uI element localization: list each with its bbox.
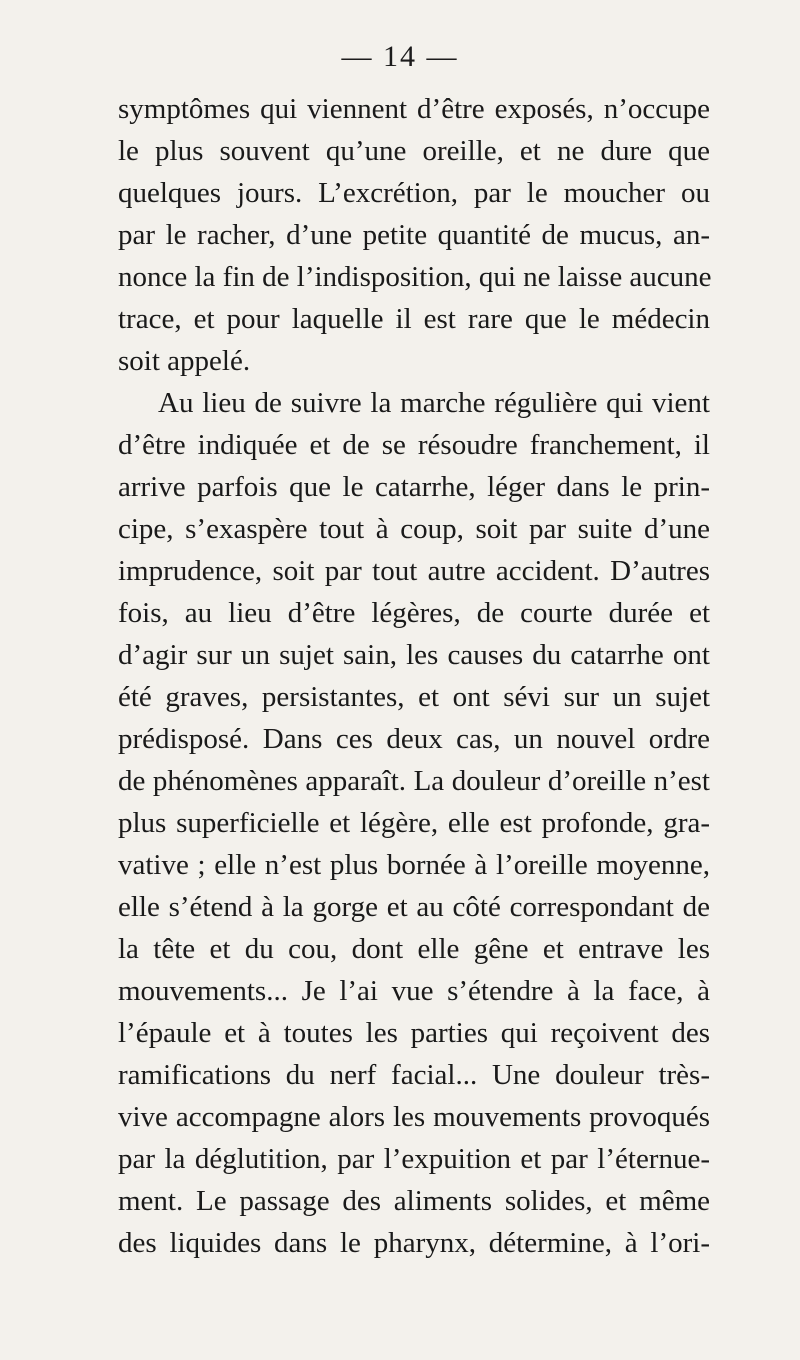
text-line: la tête et du cou, dont elle gêne et entrave les <box>118 933 710 965</box>
text-line: d’agir sur un sujet sain, les causes du catarrhe ont <box>118 639 710 671</box>
text-line: ment. Le passage des aliments solides, et même <box>118 1185 710 1217</box>
text-line: mouvements... Je l’ai vue s’étendre à la face, à <box>118 975 710 1007</box>
text-line: par la déglutition, par l’expuition et par l’éternue- <box>118 1143 710 1175</box>
text-line: nonce la fin de l’indisposition, qui ne laisse aucune <box>118 261 712 293</box>
text-line: symptômes qui viennent d’être exposés, n’occupe <box>118 93 710 125</box>
text-line: été graves, persistantes, et ont sévi sur un sujet <box>118 681 710 713</box>
text-line: prédisposé. Dans ces deux cas, un nouvel ordre <box>118 723 710 755</box>
text-line: des liquides dans le pharynx, détermine, à l’ori- <box>118 1227 710 1259</box>
text-line: vative ; elle n’est plus bornée à l’oreille moyenne, <box>118 849 710 881</box>
text-line: ramifications du nerf facial... Une douleur très- <box>118 1059 710 1091</box>
text-line: l’épaule et à toutes les parties qui reçoivent des <box>118 1017 710 1049</box>
page-number: — 14 — <box>341 40 459 73</box>
text-line: elle s’étend à la gorge et au côté correspondant de <box>118 891 710 923</box>
text-line: cipe, s’exaspère tout à coup, soit par suite d’une <box>118 513 710 545</box>
text-line: par le racher, d’une petite quantité de mucus, an- <box>118 219 710 251</box>
text-line: soit appelé. <box>118 345 251 377</box>
text-line: le plus souvent qu’une oreille, et ne dure que <box>118 135 710 167</box>
text-line: arrive parfois que le catarrhe, léger dans le prin- <box>118 471 710 503</box>
text-line: quelques jours. L’excrétion, par le moucher ou <box>118 177 710 209</box>
text-line: fois, au lieu d’être légères, de courte durée et <box>118 597 710 629</box>
text-line: vive accompagne alors les mouvements provoqués <box>118 1101 710 1133</box>
text-line: Au lieu de suivre la marche régulière qui vient <box>158 387 710 419</box>
text-line: imprudence, soit par tout autre accident. D’autres <box>118 555 710 587</box>
text-line: de phénomènes apparaît. La douleur d’oreille n’est <box>118 765 710 797</box>
text-line: trace, et pour laquelle il est rare que le médecin <box>118 303 710 335</box>
text-line: plus superficielle et légère, elle est profonde, gra- <box>118 807 710 839</box>
text-line: d’être indiquée et de se résoudre franchement, il <box>118 429 710 461</box>
